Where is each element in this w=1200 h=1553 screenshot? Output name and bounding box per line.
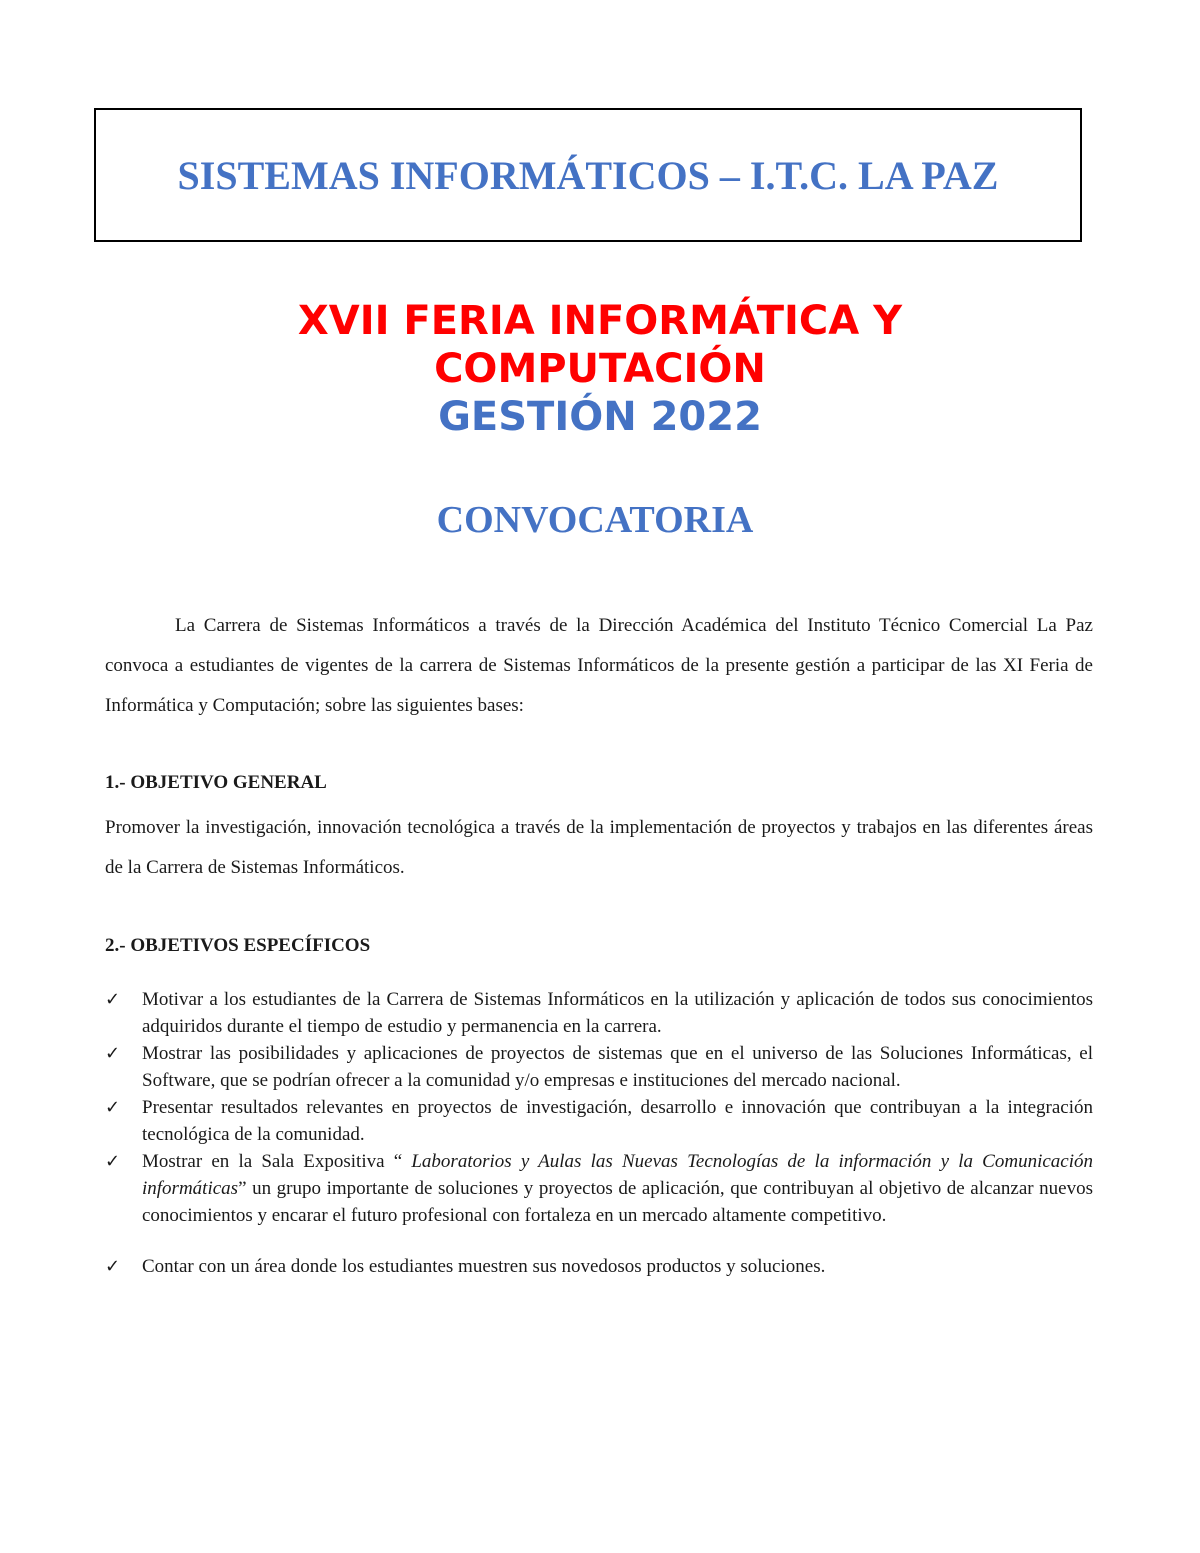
checkmark-icon: ✓ xyxy=(105,1256,121,1277)
list-item xyxy=(105,1094,1093,1148)
list-item-text: Mostrar las posibilidades y aplicaciones de proyectos de sistemas que en el universo de las Soluciones Informáticas, el Software, que se podrían ofrecer a la comunidad y/o empresas e instituciones del mercado nacional. xyxy=(142,1043,1093,1091)
intro-paragraph: La Carrera de Sistemas Informáticos a través de la Dirección Académica del Instituto Técnico Comercial La Paz convoca a estudiantes de vigentes de la carrera de Sistemas Informáticos de la presente gestión a participar de las XI Feria de Informática y Computación; sobre las siguientes bases: xyxy=(105,615,1093,716)
section-specific-objectives-heading: 2.- OBJETIVOS ESPECÍFICOS xyxy=(105,935,371,956)
checkmark-icon: ✓ xyxy=(105,1097,121,1118)
checkmark-icon: ✓ xyxy=(105,989,121,1010)
list-item xyxy=(105,1253,1093,1280)
list-item-text: Motivar a los estudiantes de la Carrera de Sistemas Informáticos en la utilización y aplicación de todos sus conocimientos adquiridos durante el tiempo de estudio y permanencia en la carrera. xyxy=(142,989,1093,1037)
checkmark-icon: ✓ xyxy=(105,1043,121,1064)
list-item xyxy=(105,1148,1093,1229)
event-title-line1: XVII FERIA INFORMÁTICA Y xyxy=(297,298,903,344)
event-title-line2: COMPUTACIÓN xyxy=(434,346,766,392)
checkmark-icon: ✓ xyxy=(105,1151,121,1172)
list-item xyxy=(105,986,1093,1040)
list-item-italic-text: Laboratorios y Aulas las Nuevas Tecnologías de la información y la Comunicación informáticas xyxy=(142,1151,1093,1199)
section-general-objective-heading: 1.- OBJETIVO GENERAL xyxy=(105,772,327,793)
list-item xyxy=(105,1040,1093,1094)
specific-objectives-list xyxy=(105,986,1093,1280)
event-year: GESTIÓN 2022 xyxy=(438,394,762,440)
general-objective-text: Promover la investigación, innovación tecnológica a través de la implementación de proyectos y trabajos en las diferentes áreas de la Carrera de Sistemas Informáticos. xyxy=(105,817,1093,878)
list-item-text: Presentar resultados relevantes en proyectos de investigación, desarrollo e innovación que contribuyan a la integración tecnológica de la comunidad. xyxy=(142,1097,1093,1145)
list-item-text: Contar con un área donde los estudiantes muestren sus novedosos productos y soluciones. xyxy=(142,1256,826,1277)
convocatoria-heading: CONVOCATORIA xyxy=(436,499,754,541)
institution-title: SISTEMAS INFORMÁTICOS – I.T.C. LA PAZ xyxy=(177,152,999,198)
header-box xyxy=(94,108,1082,242)
list-item-text-before: Mostrar en la Sala Expositiva “ xyxy=(142,1151,412,1172)
list-item-text-after: ” un grupo importante de soluciones y proyectos de aplicación, que contribuyan al objetivo de alcanzar nuevos conocimientos y encarar el futuro profesional con fortaleza en un mercado altamente competitivo. xyxy=(142,1178,1093,1226)
